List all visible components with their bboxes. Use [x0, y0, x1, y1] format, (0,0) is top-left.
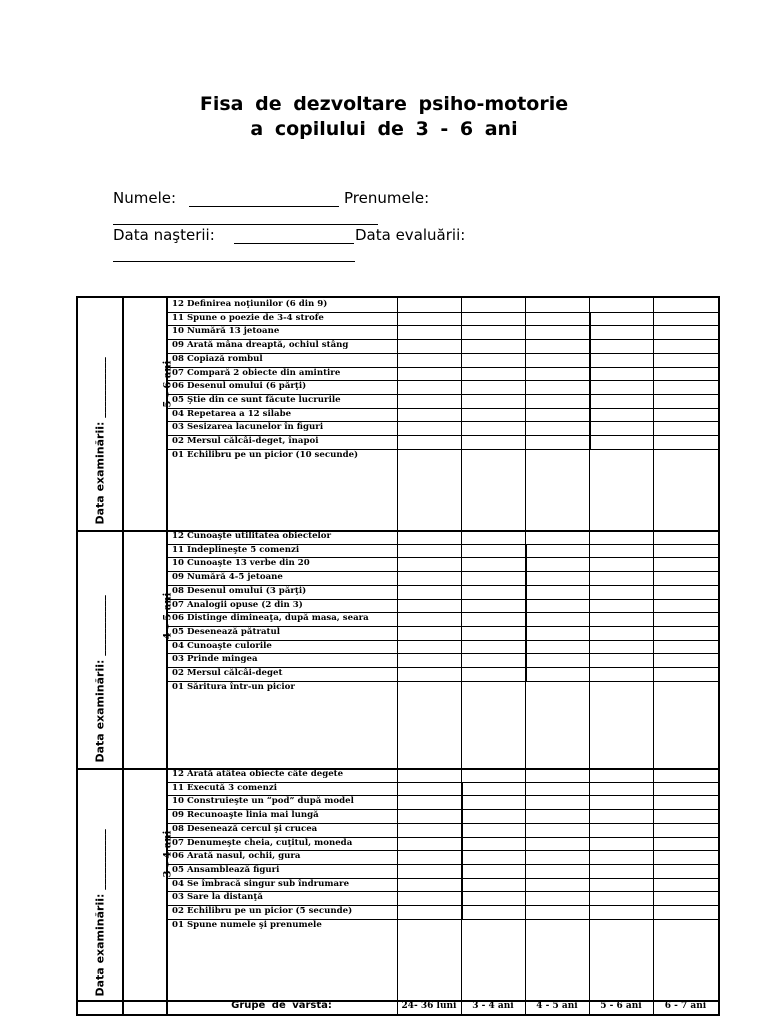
milestone-item: 03 Sesizarea lacunelor în figuri: [172, 422, 324, 433]
milestone-item: 11 Execută 3 comenzi: [172, 782, 277, 793]
milestone-item: 08 Desenul omului (3 părţi): [172, 585, 307, 596]
title-line-1: Fisa de dezvoltare psiho-motorie: [199, 93, 569, 115]
age-group-label: 5 – 6 ani: [162, 360, 174, 408]
data-nasterii-line[interactable]: [234, 243, 354, 244]
milestone-item: 04 Repetarea a 12 silabe: [172, 408, 292, 419]
data-examinarii-label: Data examinării: ___________: [93, 829, 107, 997]
age-group-column: 5 - 6 ani: [600, 1001, 642, 1011]
milestone-item: 05 Desenează pătratul: [172, 626, 281, 637]
milestone-item: 10 Construieşte un “pod” după model: [172, 796, 354, 807]
column-divider: [397, 298, 398, 1014]
milestone-item: 01 Spune numele şi prenumele: [172, 919, 322, 930]
age-group-column: 4 - 5 ani: [536, 1001, 578, 1011]
milestone-item: 09 Numără 4-5 jetoane: [172, 572, 283, 583]
milestone-item: 05 Ştie din ce sunt făcute lucrurile: [172, 394, 341, 405]
development-mark: [589, 312, 591, 449]
data-examinarii-label: Data examinării: ___________: [93, 357, 107, 525]
milestone-item: 03 Prinde mingea: [172, 654, 258, 665]
age-group-column: 24- 36 luni: [401, 1001, 457, 1011]
title-line-2: a copilului de 3 - 6 ani: [250, 118, 518, 140]
milestone-item: 08 Copiază rombul: [172, 353, 263, 364]
numele-label: Numele:: [113, 189, 177, 207]
numele-line[interactable]: [189, 206, 339, 207]
milestone-item: 04 Cunoaşte culorile: [172, 640, 272, 651]
data-examinarii-label: Data examinării: ___________: [93, 595, 107, 763]
milestone-item: 01 Echilibru pe un picior (10 secunde): [172, 449, 359, 460]
data-nasterii-label: Data naşterii:: [113, 226, 215, 244]
milestone-item: 10 Cunoaşte 13 verbe din 20: [172, 558, 310, 569]
milestone-item: 03 Sare la distanţă: [172, 892, 263, 903]
milestone-item: 11 Îndeplineşte 5 comenzi: [172, 544, 300, 555]
prenumele-label: Prenumele:: [344, 189, 430, 207]
development-mark: [461, 782, 463, 919]
data-evaluarii-label: Data evaluării:: [355, 226, 466, 244]
milestone-item: 12 Arată atâtea obiecte câte degete: [172, 769, 344, 779]
milestone-item: 10 Numără 13 jetoane: [172, 326, 280, 337]
milestone-item: 07 Denumeşte cheia, cuţitul, moneda: [172, 837, 353, 848]
milestone-item: 12 Cunoaşte utilitatea obiectelor: [172, 531, 332, 541]
data-evaluarii-line[interactable]: [113, 261, 355, 262]
milestone-item: 06 Arată nasul, ochii, gura: [172, 851, 301, 862]
column-divider: [653, 298, 654, 1014]
prenumele-line[interactable]: [113, 224, 378, 225]
age-group-column: 6 - 7 ani: [664, 1001, 707, 1011]
age-group-column: 3 - 4 ani: [472, 1001, 514, 1011]
milestone-item: 06 Desenul omului (6 părţi): [172, 381, 307, 392]
age-groups-label: Grupe de vârsta:: [231, 1000, 332, 1011]
milestone-item: 12 Definirea noţiunilor (6 din 9): [172, 299, 328, 309]
milestone-item: 11 Spune o poezie de 3-4 strofe: [172, 312, 324, 323]
milestone-item: 06 Distinge dimineaţa, după masa, seara: [172, 613, 369, 624]
milestone-item: 04 Se îmbracă singur sub îndrumare: [172, 878, 350, 889]
age-group-label: 4 – 5 ani: [162, 592, 174, 640]
milestone-item: 07 Compară 2 obiecte din amintire: [172, 367, 341, 378]
milestone-item: 05 Ansamblează figuri: [172, 864, 280, 875]
evaluation-grid: [76, 296, 720, 1016]
milestone-item: 01 Săritura într-un picior: [172, 681, 295, 692]
milestone-item: 02 Mersul călcâi-deget, înapoi: [172, 436, 319, 446]
milestone-item: 09 Recunoaşte linia mai lungă: [172, 810, 319, 821]
age-group-label: 3 – 4 ani: [162, 830, 174, 878]
milestone-item: 08 Desenează cercul şi crucea: [172, 823, 318, 834]
development-mark: [525, 544, 527, 681]
milestone-item: 02 Mersul călcâi-deget: [172, 668, 283, 678]
milestone-item: 07 Analogii opuse (2 din 3): [172, 599, 303, 610]
milestone-item: 02 Echilibru pe un picior (5 secunde): [172, 906, 353, 916]
milestone-item: 09 Arată mâna dreaptă, ochiul stâng: [172, 340, 349, 351]
column-divider: [122, 298, 124, 1014]
